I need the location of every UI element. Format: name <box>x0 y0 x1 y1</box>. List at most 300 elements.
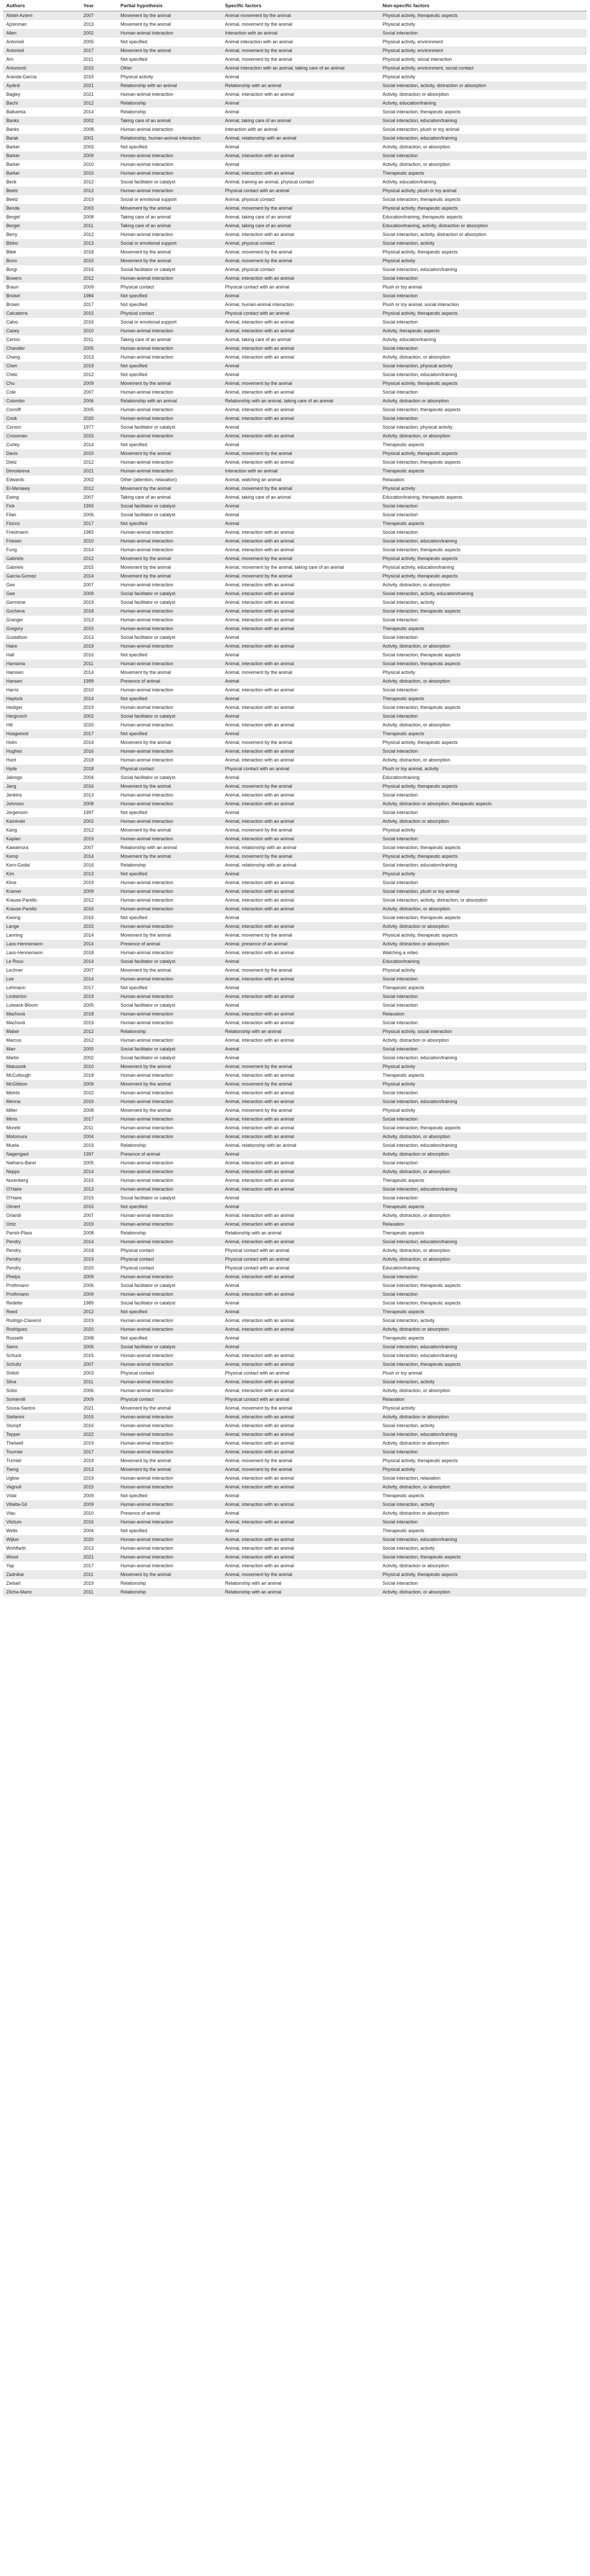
table-row <box>3 335 587 344</box>
table-row <box>3 458 587 467</box>
table-row <box>3 852 587 861</box>
cell-non-specific-factors: Activity, distraction, or absorption <box>379 432 587 440</box>
cell-partial-hypothesis: Human-animal interaction <box>117 1159 222 1167</box>
cell-partial-hypothesis: Movement by the animal <box>117 257 222 265</box>
cell-partial-hypothesis: Movement by the animal <box>117 826 222 835</box>
cell-non-specific-factors: Physical activity <box>379 20 587 29</box>
table-row <box>3 589 587 598</box>
cell-partial-hypothesis: Other <box>117 64 222 73</box>
table-row <box>3 782 587 791</box>
cell-partial-hypothesis: Not specified <box>117 440 222 449</box>
cell-year: 2004 <box>80 773 117 782</box>
cell-partial-hypothesis: Not specified <box>117 1334 222 1343</box>
cell-author: Cerino <box>3 335 80 344</box>
cell-non-specific-factors: Social interaction, activity, education/training <box>379 589 587 598</box>
cell-author: Brown <box>3 300 80 309</box>
cell-specific-factors: Animal, movement by the animal <box>222 484 379 493</box>
table-row <box>3 563 587 572</box>
cell-year: 2019 <box>80 835 117 843</box>
table-row <box>3 38 587 46</box>
cell-partial-hypothesis: Social facilitator or catalyst <box>117 1194 222 1202</box>
cell-year: 2012 <box>80 370 117 379</box>
cell-author: Abdel-Aziem <box>3 11 80 21</box>
cell-non-specific-factors: Physical activity, therapeutic aspects <box>379 852 587 861</box>
cell-non-specific-factors: Social interaction, therapeutic aspects <box>379 607 587 616</box>
cell-author: Maber <box>3 1027 80 1036</box>
cell-author: Trzmiel <box>3 1456 80 1465</box>
cell-author: Olmert <box>3 1202 80 1211</box>
cell-partial-hypothesis: Movement by the animal <box>117 449 222 458</box>
cell-partial-hypothesis: Human-animal interaction <box>117 274 222 283</box>
cell-year: 2020 <box>80 1325 117 1334</box>
cell-author: McGibbon <box>3 1080 80 1089</box>
cell-non-specific-factors: Social interaction, activity <box>379 239 587 248</box>
cell-author: Cole <box>3 388 80 397</box>
cell-non-specific-factors: Social interaction, education/training <box>379 1430 587 1439</box>
table-row <box>3 99 587 108</box>
cell-author: Garcia-Gomez <box>3 572 80 581</box>
cell-specific-factors: Animal <box>222 957 379 966</box>
cell-specific-factors: Animal <box>222 108 379 116</box>
cell-specific-factors: Animal, movement by the animal <box>222 379 379 388</box>
cell-specific-factors: Animal, interaction with an animal <box>222 353 379 362</box>
cell-specific-factors: Animal, interaction with an animal <box>222 747 379 756</box>
cell-specific-factors: Animal, movement by the animal <box>222 55 379 64</box>
cell-partial-hypothesis: Human-animal interaction <box>117 230 222 239</box>
cell-specific-factors: Animal <box>222 730 379 738</box>
cell-year: 2010 <box>80 160 117 169</box>
cell-non-specific-factors: Social interaction, education/training <box>379 1097 587 1106</box>
cell-author: Kemp <box>3 852 80 861</box>
cell-specific-factors: Animal, interaction with an animal <box>222 1448 379 1456</box>
cell-author: Gregory <box>3 624 80 633</box>
cell-specific-factors: Animal, interaction with an animal <box>222 1124 379 1132</box>
cell-specific-factors: Animal <box>222 370 379 379</box>
cell-specific-factors: Animal, relationship with an animal <box>222 843 379 852</box>
cell-author: Schuck <box>3 1351 80 1360</box>
cell-non-specific-factors: Activity, distraction, or absorption <box>379 581 587 589</box>
cell-specific-factors: Animal <box>222 1343 379 1351</box>
cell-non-specific-factors: Physical activity, therapeutic aspects <box>379 931 587 940</box>
cell-specific-factors: Animal, taking care of an animal <box>222 213 379 222</box>
cell-author: Filan <box>3 511 80 519</box>
cell-specific-factors: Animal, interaction with an animal <box>222 1316 379 1325</box>
table-row <box>3 659 587 668</box>
cell-author: Lass-Hennemann <box>3 940 80 948</box>
table-row <box>3 257 587 265</box>
cell-year: 2010 <box>80 1062 117 1071</box>
cell-year: 2011 <box>80 1588 117 1597</box>
table-row <box>3 1456 587 1465</box>
table-row <box>3 773 587 782</box>
table-row <box>3 730 587 738</box>
table-row <box>3 265 587 274</box>
cell-partial-hypothesis: Not specified <box>117 292 222 300</box>
cell-year: 2009 <box>80 589 117 598</box>
cell-partial-hypothesis: Human-animal interaction <box>117 1448 222 1456</box>
cell-non-specific-factors: Social interaction, education/training <box>379 1343 587 1351</box>
cell-specific-factors: Animal, movement by the animal <box>222 1080 379 1089</box>
cell-year: 2006 <box>80 1386 117 1395</box>
cell-specific-factors: Animal, physical contact <box>222 265 379 274</box>
cell-partial-hypothesis: Human-animal interaction <box>117 1132 222 1141</box>
cell-author: Kern-Godal <box>3 861 80 870</box>
header-partial-hypothesis: Partial hypothesis <box>117 2 222 11</box>
cell-partial-hypothesis: Not specified <box>117 808 222 817</box>
cell-non-specific-factors: Social interaction <box>379 686 587 694</box>
cell-partial-hypothesis: Movement by the animal <box>117 966 222 975</box>
cell-year: 1997 <box>80 808 117 817</box>
table-row <box>3 423 587 432</box>
cell-specific-factors: Animal, human-animal interaction <box>222 300 379 309</box>
cell-author: Hansen <box>3 677 80 686</box>
cell-year: 2009 <box>80 1500 117 1509</box>
cell-specific-factors: Physical contact with an animal <box>222 1264 379 1273</box>
cell-author: Cook <box>3 414 80 423</box>
cell-specific-factors: Animal, interaction with an animal <box>222 1167 379 1176</box>
cell-author: Holm <box>3 738 80 747</box>
table-row <box>3 1343 587 1351</box>
cell-year: 2015 <box>80 563 117 572</box>
table-row <box>3 1097 587 1106</box>
cell-specific-factors: Animal, movement by the animal <box>222 738 379 747</box>
cell-non-specific-factors: Social interaction, plush or toy animal <box>379 887 587 896</box>
cell-specific-factors: Animal, interaction with an animal <box>222 721 379 730</box>
cell-year: 2007 <box>80 493 117 502</box>
table-row <box>3 686 587 694</box>
cell-specific-factors: Animal movement by the animal <box>222 11 379 21</box>
cell-author: Hamama <box>3 659 80 668</box>
cell-author: El-Meniawy <box>3 484 80 493</box>
cell-partial-hypothesis: Movement by the animal <box>117 572 222 581</box>
cell-partial-hypothesis: Human-animal interaction <box>117 581 222 589</box>
cell-specific-factors: Animal, presence of an animal <box>222 940 379 948</box>
cell-year: 2009 <box>80 887 117 896</box>
cell-year: 2014 <box>80 957 117 966</box>
cell-partial-hypothesis: Social facilitator or catalyst <box>117 773 222 782</box>
cell-non-specific-factors: Social interaction, education/training <box>379 1054 587 1062</box>
cell-year: 2015 <box>80 1483 117 1492</box>
cell-partial-hypothesis: Human-animal interaction <box>117 1010 222 1019</box>
cell-partial-hypothesis: Human-animal interaction <box>117 1413 222 1421</box>
cell-author: Gustafson <box>3 633 80 642</box>
cell-specific-factors: Relationship with an animal <box>222 1229 379 1238</box>
table-row <box>3 791 587 800</box>
cell-non-specific-factors: Physical activity <box>379 1465 587 1474</box>
cell-author: Wijker <box>3 1535 80 1544</box>
table-row <box>3 1150 587 1159</box>
cell-author: Vidal <box>3 1492 80 1500</box>
cell-non-specific-factors: Social interaction <box>379 151 587 160</box>
cell-partial-hypothesis: Human-animal interaction <box>117 1518 222 1527</box>
cell-specific-factors: Animal, interaction with an animal <box>222 1185 379 1194</box>
cell-year: 2012 <box>80 99 117 108</box>
cell-author: Shiloh <box>3 1369 80 1378</box>
cell-non-specific-factors: Social interaction <box>379 633 587 642</box>
cell-specific-factors: Animal, interaction with an animal <box>222 1019 379 1027</box>
cell-partial-hypothesis: Human-animal interaction <box>117 887 222 896</box>
cell-partial-hypothesis: Taking care of an animal <box>117 335 222 344</box>
cell-year: 2009 <box>80 1290 117 1299</box>
table-row <box>3 1465 587 1474</box>
cell-non-specific-factors: Social interaction <box>379 1001 587 1010</box>
cell-non-specific-factors: Physical activity, therapeutic aspects <box>379 572 587 581</box>
cell-author: Antonioli <box>3 38 80 46</box>
cell-partial-hypothesis: Not specified <box>117 1202 222 1211</box>
cell-non-specific-factors: Education/training <box>379 1264 587 1273</box>
cell-partial-hypothesis: Human-animal interaction <box>117 1553 222 1562</box>
cell-non-specific-factors: Physical activity, therapeutic aspects <box>379 309 587 318</box>
cell-year: 2015 <box>80 257 117 265</box>
cell-non-specific-factors: Physical activity, therapeutic aspects <box>379 554 587 563</box>
cell-non-specific-factors: Physical activity <box>379 826 587 835</box>
cell-partial-hypothesis: Human-animal interaction <box>117 1544 222 1553</box>
cell-specific-factors: Animal, interaction with an animal <box>222 528 379 537</box>
cell-specific-factors: Physical contact with an animal <box>222 283 379 292</box>
cell-partial-hypothesis: Social or emotional support <box>117 195 222 204</box>
cell-non-specific-factors: Social interaction <box>379 29 587 38</box>
cell-specific-factors: Physical contact with an animal <box>222 1255 379 1264</box>
table-row <box>3 598 587 607</box>
cell-non-specific-factors: Social interaction <box>379 318 587 327</box>
cell-partial-hypothesis: Taking care of an animal <box>117 222 222 230</box>
cell-author: Nathans-Barel <box>3 1159 80 1167</box>
cell-partial-hypothesis: Human-animal interaction <box>117 1273 222 1281</box>
cell-specific-factors: Animal, interaction with an animal <box>222 616 379 624</box>
table-row <box>3 46 587 55</box>
table-row <box>3 800 587 808</box>
cell-partial-hypothesis: Movement by the animal <box>117 1106 222 1115</box>
cell-author: Machová <box>3 1019 80 1027</box>
cell-specific-factors: Animal, interaction with an animal <box>222 274 379 283</box>
cell-year: 2016 <box>80 913 117 922</box>
cell-year: 2008 <box>80 213 117 222</box>
cell-author: Chen <box>3 362 80 370</box>
cell-specific-factors: Animal <box>222 1492 379 1500</box>
table-row <box>3 1509 587 1518</box>
cell-author: Chitic <box>3 370 80 379</box>
table-row <box>3 493 587 502</box>
cell-author: Schultz <box>3 1360 80 1369</box>
cell-year: 2012 <box>80 274 117 283</box>
table-row <box>3 1089 587 1097</box>
cell-specific-factors: Animal, interaction with an animal <box>222 992 379 1001</box>
table-row <box>3 1019 587 1027</box>
cell-year: 2013 <box>80 870 117 878</box>
cell-non-specific-factors: Education/training <box>379 773 587 782</box>
cell-year: 2018 <box>80 765 117 773</box>
cell-specific-factors: Animal, interaction with an animal <box>222 817 379 826</box>
cell-partial-hypothesis: Human-animal interaction <box>117 1167 222 1176</box>
cell-author: Hyde <box>3 765 80 773</box>
table-row <box>3 624 587 633</box>
cell-specific-factors: Animal, interaction with an animal <box>222 432 379 440</box>
table-row <box>3 1500 587 1509</box>
cell-specific-factors: Animal <box>222 1202 379 1211</box>
cell-non-specific-factors: Social interaction <box>379 1115 587 1124</box>
table-row <box>3 581 587 589</box>
cell-non-specific-factors: Activity, distraction, or absorption <box>379 1483 587 1492</box>
cell-non-specific-factors: Therapeutic aspects <box>379 624 587 633</box>
cell-year: 2019 <box>80 1439 117 1448</box>
cell-year: 2016 <box>80 651 117 659</box>
cell-author: Sams <box>3 1343 80 1351</box>
table-row <box>3 1281 587 1290</box>
cell-author: Kang <box>3 826 80 835</box>
cell-author: Fick <box>3 502 80 511</box>
cell-author: Borgi <box>3 265 80 274</box>
cell-year: 2008 <box>80 800 117 808</box>
cell-partial-hypothesis: Not specified <box>117 730 222 738</box>
cell-year: 2009 <box>80 1492 117 1500</box>
cell-author: Machová <box>3 1010 80 1019</box>
cell-partial-hypothesis: Movement by the animal <box>117 11 222 21</box>
cell-year: 2015 <box>80 1351 117 1360</box>
cell-author: Kawamura <box>3 843 80 852</box>
cell-author: Lehmann <box>3 984 80 992</box>
cell-partial-hypothesis: Human-animal interaction <box>117 29 222 38</box>
cell-author: Kaplan <box>3 835 80 843</box>
table-row <box>3 712 587 721</box>
cell-specific-factors: Animal, movement by the animal <box>222 572 379 581</box>
cell-year: 2022 <box>80 1089 117 1097</box>
cell-year: 2017 <box>80 46 117 55</box>
cell-specific-factors: Animal <box>222 651 379 659</box>
cell-specific-factors: Animal <box>222 712 379 721</box>
cell-year: 2008 <box>80 1334 117 1343</box>
cell-non-specific-factors: Social interaction <box>379 1019 587 1027</box>
cell-specific-factors: Animal <box>222 292 379 300</box>
cell-partial-hypothesis: Social facilitator or catalyst <box>117 1054 222 1062</box>
cell-year: 2009 <box>80 151 117 160</box>
cell-year: 2018 <box>80 1246 117 1255</box>
table-row <box>3 1159 587 1167</box>
table-row <box>3 222 587 230</box>
cell-partial-hypothesis: Human-animal interaction <box>117 1211 222 1220</box>
cell-year: 2019 <box>80 1474 117 1483</box>
cell-year: 2014 <box>80 738 117 747</box>
cell-specific-factors: Animal, movement by the animal <box>222 1404 379 1413</box>
cell-author: Biłek <box>3 248 80 257</box>
cell-non-specific-factors: Social interaction <box>379 1273 587 1281</box>
cell-author: Lanning <box>3 931 80 940</box>
cell-partial-hypothesis: Social facilitator or catalyst <box>117 712 222 721</box>
table-row <box>3 1544 587 1553</box>
table-row <box>3 195 587 204</box>
cell-partial-hypothesis: Human-animal interaction <box>117 1483 222 1492</box>
cell-partial-hypothesis: Movement by the animal <box>117 554 222 563</box>
table-row <box>3 1553 587 1562</box>
cell-year: 1997 <box>80 1150 117 1159</box>
cell-author: Corson <box>3 423 80 432</box>
cell-non-specific-factors: Social interaction <box>379 502 587 511</box>
cell-non-specific-factors: Social interaction <box>379 878 587 887</box>
cell-partial-hypothesis: Human-animal interaction <box>117 169 222 178</box>
cell-specific-factors: Animal, movement by the animal <box>222 852 379 861</box>
cell-partial-hypothesis: Human-animal interaction <box>117 1115 222 1124</box>
cell-partial-hypothesis: Not specified <box>117 694 222 703</box>
cell-specific-factors: Animal, interaction with an animal <box>222 1421 379 1430</box>
cell-year: 2017 <box>80 730 117 738</box>
cell-non-specific-factors: Activity, distraction or absorption <box>379 1150 587 1159</box>
cell-specific-factors: Animal, interaction with an animal <box>222 659 379 668</box>
cell-partial-hypothesis: Human-animal interaction <box>117 187 222 195</box>
cell-year: 2013 <box>80 633 117 642</box>
cell-specific-factors: Animal, interaction with an animal <box>222 922 379 931</box>
cell-year: 2007 <box>80 1360 117 1369</box>
table-row <box>3 405 587 414</box>
cell-partial-hypothesis: Human-animal interaction <box>117 1071 222 1080</box>
table-row <box>3 554 587 563</box>
cell-author: Rodriguez <box>3 1325 80 1334</box>
cell-non-specific-factors: Physical activity, therapeutic aspects <box>379 1456 587 1465</box>
cell-year: 2015 <box>80 432 117 440</box>
cell-non-specific-factors: Physical activity <box>379 966 587 975</box>
cell-year: 2015 <box>80 169 117 178</box>
table-row <box>3 668 587 677</box>
cell-non-specific-factors: Social interaction, activity, distraction or absorption <box>379 230 587 239</box>
cell-partial-hypothesis: Physical contact <box>117 1369 222 1378</box>
cell-year: 2006 <box>80 1343 117 1351</box>
cell-year: 2013 <box>80 187 117 195</box>
cell-year: 2008 <box>80 1106 117 1115</box>
cell-specific-factors: Animal, interaction with an animal <box>222 878 379 887</box>
table-row <box>3 213 587 222</box>
cell-author: Sousa-Santos <box>3 1404 80 1413</box>
cell-author: Wood <box>3 1553 80 1562</box>
cell-partial-hypothesis: Movement by the animal <box>117 1080 222 1089</box>
cell-non-specific-factors: Social interaction, activity, distraction or absorption <box>379 81 587 90</box>
cell-non-specific-factors: Physical activity <box>379 73 587 81</box>
table-row <box>3 116 587 125</box>
cell-non-specific-factors: Physical activity, social interaction <box>379 1027 587 1036</box>
cell-partial-hypothesis: Human-animal interaction <box>117 948 222 957</box>
table-row <box>3 747 587 756</box>
cell-specific-factors: Animal, movement by the animal <box>222 931 379 940</box>
cell-year: 2002 <box>80 29 117 38</box>
table-row <box>3 204 587 213</box>
cell-partial-hypothesis: Not specified <box>117 519 222 528</box>
cell-non-specific-factors: Therapeutic aspects <box>379 1071 587 1080</box>
cell-partial-hypothesis: Not specified <box>117 55 222 64</box>
cell-non-specific-factors: Social interaction, therapeutic aspects <box>379 1281 587 1290</box>
cell-partial-hypothesis: Human-animal interaction <box>117 616 222 624</box>
cell-year: 1999 <box>80 677 117 686</box>
cell-specific-factors: Animal, interaction with an animal <box>222 581 379 589</box>
cell-non-specific-factors: Social interaction, education/training <box>379 370 587 379</box>
cell-year: 2006 <box>80 397 117 405</box>
table-row <box>3 300 587 309</box>
table-row <box>3 756 587 765</box>
cell-year: 2014 <box>80 940 117 948</box>
cell-non-specific-factors: Social interaction, therapeutic aspects <box>379 1299 587 1308</box>
cell-specific-factors: Animal, training an animal, physical contact <box>222 178 379 187</box>
cell-partial-hypothesis: Not specified <box>117 870 222 878</box>
cell-year: 2006 <box>80 511 117 519</box>
table-row <box>3 537 587 546</box>
table-row <box>3 467 587 476</box>
cell-partial-hypothesis: Taking care of an animal <box>117 213 222 222</box>
cell-year: 2019 <box>80 1316 117 1325</box>
cell-partial-hypothesis: Relationship <box>117 861 222 870</box>
cell-author: Hamsen <box>3 668 80 677</box>
cell-year: 2015 <box>80 922 117 931</box>
cell-author: Bono <box>3 257 80 265</box>
cell-partial-hypothesis: Human-animal interaction <box>117 1036 222 1045</box>
cell-specific-factors: Animal <box>222 519 379 528</box>
table-row <box>3 572 587 581</box>
cell-partial-hypothesis: Relationship <box>117 1229 222 1238</box>
